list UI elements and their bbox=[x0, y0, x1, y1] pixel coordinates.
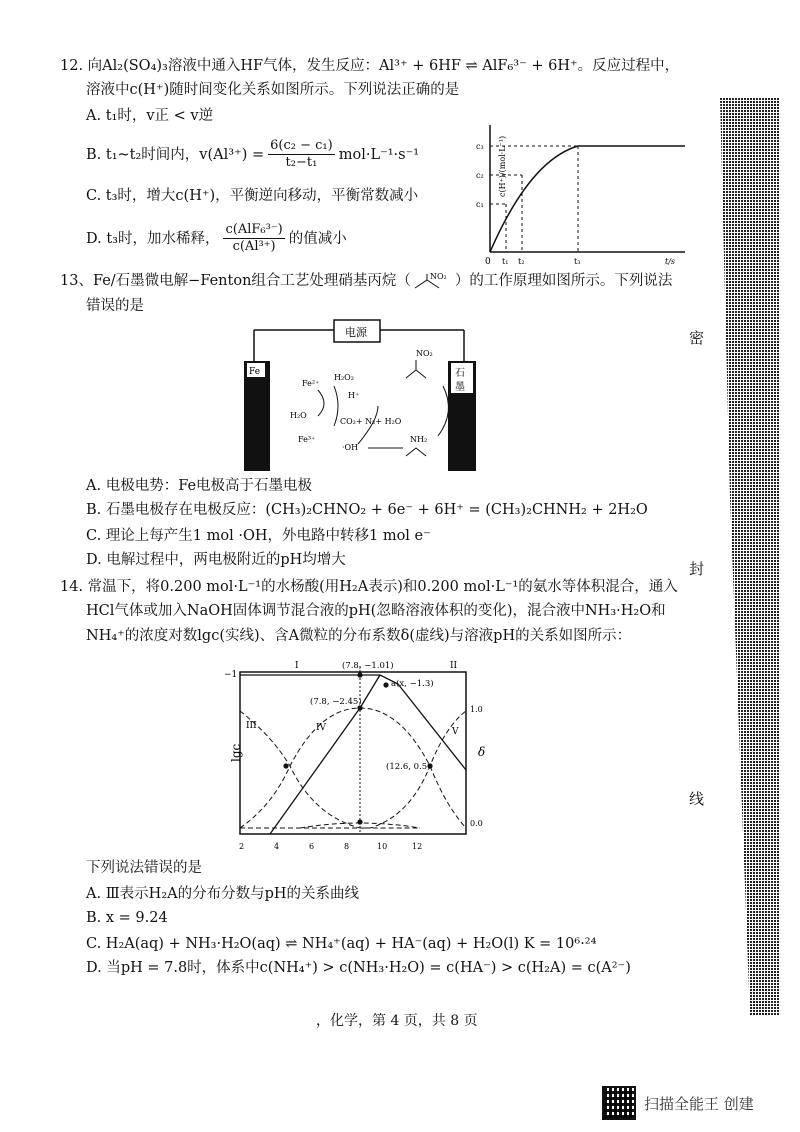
curve-iv-dashed bbox=[240, 708, 466, 828]
q14-y-label-left: lgc bbox=[229, 743, 243, 762]
q13-stem-line1 bbox=[60, 270, 672, 292]
power-source-label: 电源 bbox=[345, 326, 367, 339]
label-point-a: a(x, −1.3) bbox=[391, 679, 434, 689]
x-tick-4: 4 bbox=[274, 842, 280, 851]
point-a bbox=[383, 682, 388, 687]
x-tick-8: 8 bbox=[344, 842, 350, 851]
q12-t3-label: t₃ bbox=[574, 257, 581, 266]
q14-stem-line1: 14. 常温下，将0.200 mol·L⁻¹的水杨酸(用H₂A表示)和0.200 mol·L⁻¹的氨水等体积混合，通入 bbox=[60, 579, 678, 595]
q14-option-d: D. 当pH = 7.8时，体系中c(NH₄⁺) > c(NH₃·H₂O) = c(HA⁻) > c(H₂A) = c(A²⁻) bbox=[86, 960, 631, 976]
q14-y-label-right: δ bbox=[478, 745, 486, 759]
q14-stem-line2: HCl气体或加入NaOH固体调节混合液的pH(忽略溶液体积的变化)，混合液中NH₃·H₂O和 bbox=[86, 603, 666, 619]
graphite-label-2: 墨 bbox=[455, 382, 465, 393]
scanner-watermark bbox=[602, 1086, 754, 1120]
fe2-label: Fe²⁺ bbox=[302, 379, 320, 388]
qr-code-icon bbox=[602, 1086, 636, 1120]
q13-stem-line1-a: 13、Fe/石墨微电解−Fenton组合工艺处理硝基丙烷（ bbox=[60, 273, 411, 289]
x-tick-6: 6 bbox=[309, 842, 315, 851]
q14-y-top-label: −1 bbox=[224, 670, 238, 680]
label-point-7.8-neg2.45: (7.8, −2.45) bbox=[310, 697, 362, 707]
q12-origin-label: 0 bbox=[485, 257, 491, 267]
page-footer: ，化学，第 4 页，共 8 页 bbox=[316, 1013, 478, 1029]
x-tick-10: 10 bbox=[377, 842, 388, 851]
graphite-label-1: 石 bbox=[455, 368, 465, 379]
q14-option-b: B. x = 9.24 bbox=[86, 910, 168, 926]
curve-nh4-line bbox=[270, 708, 360, 834]
q13-option-c: C. 理论上每产生1 mol ·OH，外电路中转移1 mol e⁻ bbox=[86, 528, 431, 544]
curve-label-v: V bbox=[452, 727, 459, 737]
fe-electrode-label: Fe bbox=[249, 367, 261, 377]
seal-char-mi: 密 bbox=[689, 325, 704, 350]
curve-label-i: I bbox=[295, 661, 299, 671]
x-tick-12: 12 bbox=[412, 842, 423, 851]
label-point-7.8-neg1.01: (7.8, −1.01) bbox=[342, 661, 394, 671]
q14-option-a: A. Ⅲ表示H₂A的分布分数与pH的关系曲线 bbox=[86, 886, 360, 902]
fe3-label: Fe³⁺ bbox=[298, 435, 316, 444]
nitropropane-structure-icon bbox=[411, 270, 455, 292]
curve-i-nh3h2o-line bbox=[240, 675, 466, 770]
no2-label: NO₂ bbox=[416, 349, 433, 358]
svg-text:NO₂: NO₂ bbox=[429, 272, 447, 281]
q12-t1-label: t₁ bbox=[502, 257, 509, 266]
q12-y-label: c(H⁺)/(mol·L⁻¹) bbox=[498, 135, 507, 197]
h2o2-label: H₂O₂ bbox=[334, 373, 354, 382]
q12-c1-label: c₁ bbox=[476, 200, 484, 209]
q12-option-d-denominator: c(Al³⁺) bbox=[232, 239, 276, 254]
fe-cycle-arrow bbox=[318, 390, 324, 416]
q14-distribution-graph bbox=[220, 656, 510, 856]
point-iii-iv-crossing bbox=[283, 763, 288, 768]
q14-lead: 下列说法错误的是 bbox=[86, 860, 202, 876]
q13-option-b: B. 石墨电极存在电极反应：(CH₃)₂CHNO₂ + 6e⁻ + 6H⁺ = (CH₃)₂CHNH₂ + 2H₂O bbox=[86, 502, 648, 518]
q12-concentration-graph bbox=[460, 120, 690, 270]
x-tick-2: 2 bbox=[239, 842, 245, 851]
q12-x-label: t/s bbox=[665, 257, 676, 266]
q12-option-d-fraction bbox=[223, 222, 284, 255]
label-point-12.6-0.5: (12.6, 0.5) bbox=[386, 762, 431, 772]
curve-label-ii: II bbox=[450, 661, 458, 671]
q13-stem-line2: 错误的是 bbox=[86, 298, 144, 314]
q12-option-b-prefix: B. t₁~t₂时间内，v(Al³⁺) = bbox=[86, 146, 265, 163]
point-7.8-neg1.01 bbox=[357, 672, 362, 677]
q13-option-d: D. 电解过程中，两电极附近的pH均增大 bbox=[86, 552, 346, 568]
q12-option-c: C. t₃时，增大c(H⁺)，平衡逆向移动，平衡常数减小 bbox=[86, 188, 419, 204]
q14-y-right-top: 1.0 bbox=[470, 705, 483, 714]
q12-option-a: A. t₁时，v正 < v逆 bbox=[86, 108, 214, 124]
q12-option-b-numerator: 6(c₂ − c₁) bbox=[270, 138, 333, 153]
q12-option-d bbox=[86, 222, 347, 255]
q12-stem-line2: 溶液中c(H⁺)随时间变化关系如图所示。下列说法正确的是 bbox=[86, 82, 460, 98]
hydroxyl-radical-label: ·OH bbox=[342, 443, 359, 452]
graphite-reduction-arrow bbox=[438, 386, 448, 436]
curve-label-iii: III bbox=[246, 721, 257, 731]
curve-v-dashed bbox=[240, 711, 466, 828]
q14-y-right-bottom: 0.0 bbox=[470, 819, 483, 828]
curve-label-iv: IV bbox=[316, 723, 327, 733]
q12-option-b-denominator: t₂−t₁ bbox=[285, 155, 318, 170]
q14-stem-line3: NH₄⁺的浓度对数lgc(实线)、含A微粒的分布系数δ(虚线)与溶液pH的关系如图所示： bbox=[86, 628, 632, 644]
fe-electrode bbox=[244, 361, 270, 471]
q12-option-d-numerator: c(AlF₆³⁻) bbox=[225, 222, 283, 237]
nh2-label: NH₂ bbox=[410, 435, 428, 444]
binding-margin-stripe bbox=[720, 98, 780, 1016]
q12-stem-line1: 12. 向Al₂(SO₄)₃溶液中通入HF气体，发生反应：Al³⁺ + 6HF ⇌ AlF₆³⁻ + 6H⁺。反应过程中， bbox=[60, 58, 680, 74]
q12-t2-label: t₂ bbox=[518, 257, 525, 266]
q12-c2-label: c₂ bbox=[476, 171, 484, 180]
q12-option-d-prefix: D. t₃时，加水稀释， bbox=[86, 230, 220, 247]
q13-electrolysis-diagram bbox=[238, 316, 478, 476]
products-label: CO₂+ N₂+ H₂O bbox=[340, 417, 402, 426]
scanner-text: 扫描全能王 创建 bbox=[644, 1094, 754, 1113]
q12-option-d-suffix: 的值减小 bbox=[288, 230, 347, 247]
h2o-label: H₂O bbox=[290, 411, 307, 420]
seal-char-feng: 封 bbox=[689, 556, 704, 581]
q12-option-b-fraction bbox=[268, 138, 335, 171]
seal-char-xian: 线 bbox=[689, 786, 704, 811]
q12-option-b bbox=[86, 138, 419, 171]
q13-stem-line1-b: ）的工作原理如图所示。下列说法 bbox=[454, 273, 673, 289]
q14-option-c: C. H₂A(aq) + NH₃·H₂O(aq) ⇌ NH₄⁺(aq) + HA⁻(aq) + H₂O(l) K = 10⁶·²⁴ bbox=[86, 936, 597, 952]
q12-c3-label: c₃ bbox=[476, 142, 484, 151]
hplus-label: H⁺ bbox=[348, 391, 360, 400]
q13-option-a: A. 电极电势：Fe电极高于石墨电极 bbox=[86, 478, 313, 494]
q12-option-b-unit: mol·L⁻¹·s⁻¹ bbox=[338, 146, 420, 163]
